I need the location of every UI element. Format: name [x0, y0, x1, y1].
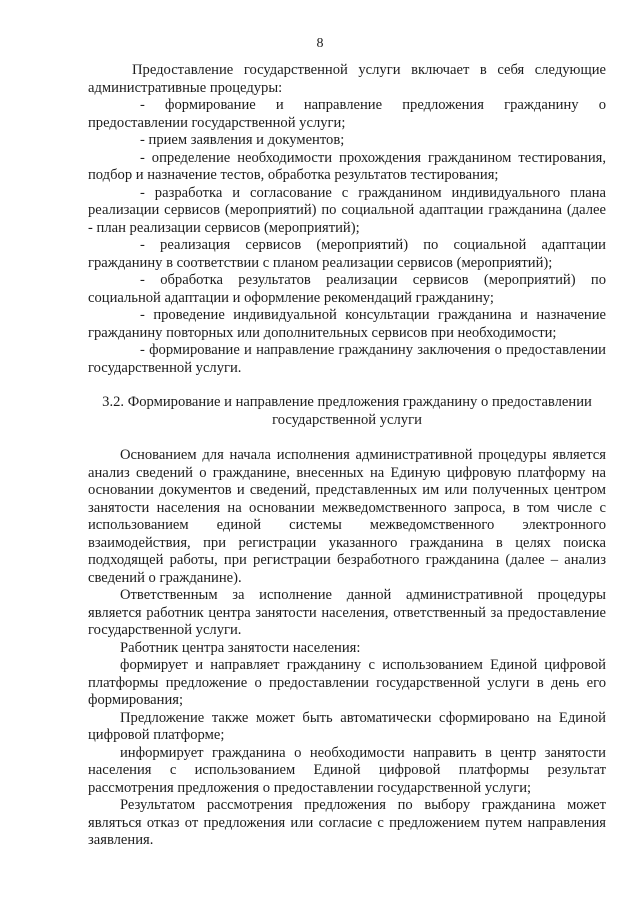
body-paragraph: Ответственным за исполнение данной административной процедуры является работник центра занятости населения, ответственный за предоставление государственной услуги. [88, 587, 606, 638]
section-heading: 3.2. Формирование и направление предложения гражданину о предоставлении государственной услуги [102, 394, 592, 428]
page-number: 8 [316, 36, 324, 51]
procedure-item: - реализация сервисов (мероприятий) по социальной адаптации гражданину в соответствии с планом реализации сервисов (мероприятий); [88, 237, 606, 271]
procedure-item: - проведение индивидуальной консультации гражданина и назначение гражданину повторных или дополнительных сервисов при необходимости; [88, 307, 606, 341]
body-paragraph: Результатом рассмотрения предложения по выбору гражданина может являться отказ от предложения или согласие с предложением путем направления заявления. [88, 797, 606, 848]
section-body [88, 447, 606, 850]
procedure-item: - прием заявления и документов; [140, 132, 345, 148]
procedure-item: - разработка и согласование с гражданином индивидуального плана реализации сервисов (мероприятий) по социальной адаптации гражданина (далее - план реализации сервисов (мероприятий); [88, 184, 606, 236]
body-paragraph: Работник центра занятости населения: [120, 639, 361, 656]
procedures-lead: Предоставление государственной услуги включает в себя следующие административные процедуры: [88, 62, 606, 96]
procedure-item: - формирование и направление предложения гражданину о предоставлении государственной услуги; [88, 97, 606, 131]
body-paragraph: Предложение также может быть автоматически сформировано на Единой цифровой платформе; [88, 709, 606, 743]
body-paragraph: Основанием для начала исполнения административной процедуры является анализ сведений о гражданине, внесенных на Единую цифровую платформу на основании документов и сведений, представленных им или полученных центром занятости населения на основании межведомственного запроса, в том числе с использованием единой системы межведомственного электронного взаимодействия, при регистрации указанного гражданина в целях поиска подходящей работы, при регистрации безработного гражданина (далее – анализ сведений о гражданине). [88, 447, 606, 586]
procedures-block [88, 62, 606, 377]
procedure-item: - формирование и направление гражданину заключения о предоставлении государственной услуги. [88, 342, 606, 376]
procedure-item: - обработка результатов реализации сервисов (мероприятий) по социальной адаптации и оформление рекомендаций гражданину; [88, 272, 606, 306]
body-paragraph: формирует и направляет гражданину с использованием Единой цифровой платформы предложение о предоставлении государственной услуги в день его формирования; [88, 657, 606, 708]
procedure-item: - определение необходимости прохождения гражданином тестирования, подбор и назначение тестов, обработка результатов тестирования; [88, 149, 606, 183]
body-paragraph: информирует гражданина о необходимости направить в центр занятости населения с использованием Единой цифровой платформы результат рассмотрения предложения о предоставлении государственной услуги; [88, 744, 606, 796]
